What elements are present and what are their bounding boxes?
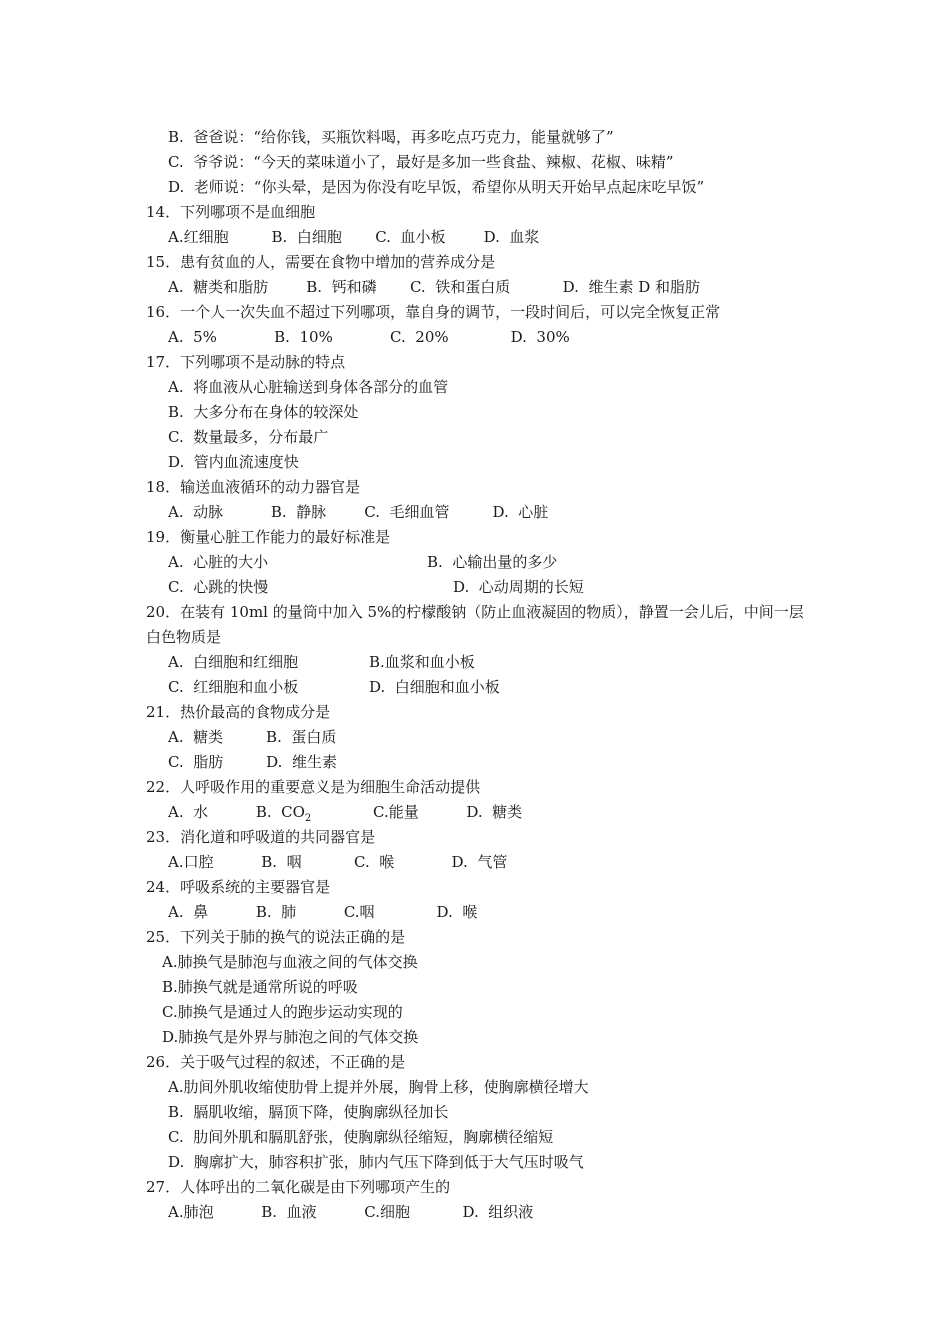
options-21-cd: C. 脂肪 D. 维生素 xyxy=(168,753,337,771)
co2-subscript: 2 xyxy=(304,813,312,824)
options-22-ab: A. 水 B. $CO_2$ xyxy=(168,803,312,824)
option-19b: B. 心输出量的多少 xyxy=(427,553,558,571)
question-27: 27．人体呼出的二氧化碳是由下列哪项产生的 xyxy=(146,1178,451,1196)
option-19d: D. 心动周期的长短 xyxy=(453,578,584,596)
option-13d: D. 老师说：“你头晕，是因为你没有吃早饭，希望你从明天开始早点起床吃早饭” xyxy=(168,178,705,196)
options-14: A.红细胞 B. 白细胞 C. 血小板 D. 血浆 xyxy=(168,228,540,246)
option-20c: C. 红细胞和血小板 xyxy=(168,678,299,696)
question-17: 17．下列哪项不是动脉的特点 xyxy=(146,353,346,371)
option-20a: A. 白细胞和红细胞 xyxy=(168,653,299,671)
options-23: A.口腔 B. 咽 C. 喉 D. 气管 xyxy=(168,853,508,871)
option-19a: A. 心脏的大小 xyxy=(168,553,269,571)
options-27: A.肺泡 B. 血液 C.细胞 D. 组织液 xyxy=(168,1203,534,1221)
question-20-cont: 白色物质是 xyxy=(146,628,222,646)
options-16: A. 5% B. 10% C. 20% D. 30% xyxy=(168,328,570,346)
question-23: 23．消化道和呼吸道的共同器官是 xyxy=(146,828,376,846)
question-25: 25．下列关于肺的换气的说法正确的是 xyxy=(146,928,406,946)
question-18: 18．输送血液循环的动力器官是 xyxy=(146,478,361,496)
option-17d: D. 管内血流速度快 xyxy=(168,453,299,471)
option-25a: A.肺换气是肺泡与血液之间的气体交换 xyxy=(162,953,418,971)
question-20: 20．在装有 10ml 的量筒中加入 5%的柠檬酸钠（防止血液凝固的物质），静置一会儿后，中间一层 xyxy=(146,603,804,621)
question-16: 16．一个人一次失血不超过下列哪项，靠自身的调节，一段时间后，可以完全恢复正常 xyxy=(146,303,721,321)
option-13c: C. 爷爷说：“今天的菜味道小了，最好是多加一些食盐、辣椒、花椒、味精” xyxy=(168,153,674,171)
option-17c: C. 数量最多，分布最广 xyxy=(168,428,329,446)
question-21: 21．热价最高的食物成分是 xyxy=(146,703,331,721)
option-26a: A.肋间外肌收缩使肋骨上提并外展，胸骨上移，使胸廓横径增大 xyxy=(168,1078,589,1096)
option-17b: B. 大多分布在身体的较深处 xyxy=(168,403,359,421)
options-18: A. 动脉 B. 静脉 C. 毛细血管 D. 心脏 xyxy=(168,503,549,521)
question-24: 24．呼吸系统的主要器官是 xyxy=(146,878,331,896)
option-20b: B.血浆和血小板 xyxy=(369,653,475,671)
option-20d: D. 白细胞和血小板 xyxy=(369,678,500,696)
question-15: 15．患有贫血的人，需要在食物中增加的营养成分是 xyxy=(146,253,496,271)
question-19: 19．衡量心脏工作能力的最好标准是 xyxy=(146,528,391,546)
option-26b: B. 膈肌收缩，膈顶下降，使胸廓纵径加长 xyxy=(168,1103,449,1121)
question-22: 22．人呼吸作用的重要意义是为细胞生命活动提供 xyxy=(146,778,481,796)
option-26d: D. 胸廓扩大，肺容积扩张，肺内气压下降到低于大气压时吸气 xyxy=(168,1153,584,1171)
options-22-cd: C.能量 D. 糖类 xyxy=(373,803,523,821)
option-26c: C. 肋间外肌和膈肌舒张，使胸廓纵径缩短，胸廓横径缩短 xyxy=(168,1128,554,1146)
option-25c: C.肺换气是通过人的跑步运动实现的 xyxy=(162,1003,403,1021)
option-19c: C. 心跳的快慢 xyxy=(168,578,269,596)
options-24: A. 鼻 B. 肺 C.咽 D. 喉 xyxy=(168,903,478,921)
option-17a: A. 将血液从心脏输送到身体各部分的血管 xyxy=(168,378,449,396)
question-14: 14．下列哪项不是血细胞 xyxy=(146,203,316,221)
option-25d: D.肺换气是外界与肺泡之间的气体交换 xyxy=(162,1028,419,1046)
option-25b: B.肺换气就是通常所说的呼吸 xyxy=(162,978,358,996)
options-21-ab: A. 糖类 B. 蛋白质 xyxy=(168,728,337,746)
question-26: 26．关于吸气过程的叙述，不正确的是 xyxy=(146,1053,406,1071)
options-15: A. 糖类和脂肪 B. 钙和磷 C. 铁和蛋白质 D. 维生素 D 和脂肪 xyxy=(168,278,701,296)
option-13b: B. 爸爸说：“给你钱，买瓶饮料喝，再多吃点巧克力，能量就够了” xyxy=(168,128,614,146)
